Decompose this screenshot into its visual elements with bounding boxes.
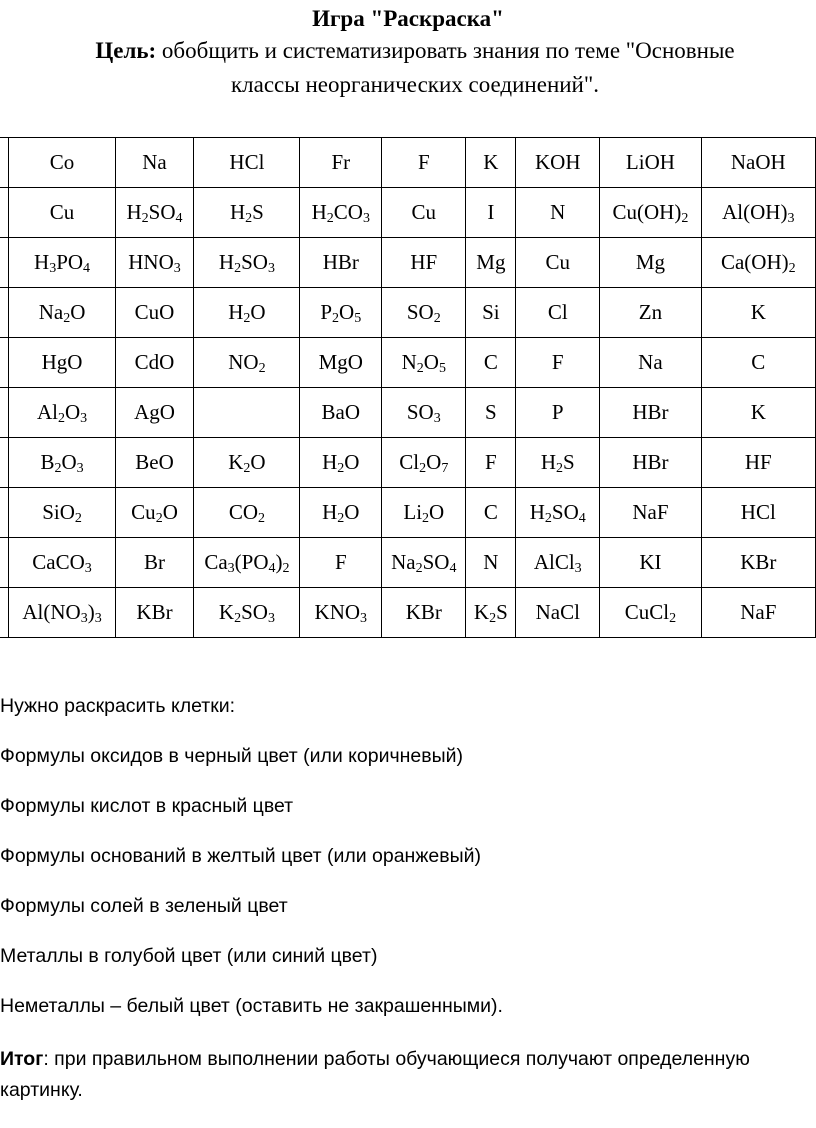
coloring-grid-wrapper [0, 137, 816, 638]
grid-cell[interactable] [300, 338, 382, 388]
grid-cell[interactable] [194, 588, 300, 638]
formula: K [750, 300, 766, 324]
formula [0, 288, 8, 299]
formula: Co [49, 150, 75, 174]
formula: KI [639, 550, 662, 574]
formula: Cu [545, 250, 570, 274]
grid-cell[interactable] [516, 538, 600, 588]
formula: NaCl [535, 600, 580, 624]
formula: C [483, 500, 498, 524]
grid-cell[interactable] [0, 438, 9, 488]
grid-cell[interactable] [115, 288, 194, 338]
formula: $H_2SO_3$ [218, 250, 275, 276]
formula: Br [144, 550, 166, 574]
instructions [0, 693, 816, 1043]
formula: $K_2S$ [473, 600, 508, 626]
grid-cell[interactable] [115, 488, 194, 538]
grid-cell[interactable] [600, 138, 701, 188]
formula: KBr [405, 600, 442, 624]
coloring-grid [0, 137, 816, 638]
formula: $K_2O$ [228, 450, 266, 476]
grid-cell[interactable] [701, 238, 815, 288]
formula: CaCO$_3$ [32, 550, 92, 576]
grid-row [0, 338, 816, 388]
grid-row [0, 438, 816, 488]
grid-cell[interactable] [701, 138, 815, 188]
grid-cell[interactable] [701, 388, 815, 438]
formula: HF [744, 450, 772, 474]
grid-cell[interactable] [194, 538, 300, 588]
formula: $K_2SO_3$ [218, 600, 275, 626]
grid-row [0, 538, 816, 588]
grid-cell[interactable] [0, 138, 9, 188]
formula: F [417, 150, 430, 174]
grid-cell[interactable] [9, 188, 115, 238]
grid-cell[interactable] [466, 288, 516, 338]
formula: Cu [411, 200, 437, 224]
grid-cell[interactable] [194, 438, 300, 488]
grid-cell[interactable] [300, 438, 382, 488]
formula: $Al(NO_3)_3$ [22, 600, 102, 626]
formula: $H_2S$ [540, 450, 575, 476]
formula [0, 138, 8, 149]
formula: $Na_2SO_4$ [391, 550, 457, 576]
grid-cell[interactable] [0, 588, 9, 638]
grid-row [0, 288, 816, 338]
grid-cell[interactable] [701, 538, 815, 588]
grid-cell[interactable] [115, 588, 194, 638]
grid-cell[interactable] [9, 438, 115, 488]
grid-cell[interactable] [516, 138, 600, 188]
formula: $H_2S$ [230, 200, 264, 226]
grid-cell[interactable] [701, 188, 815, 238]
formula: C [751, 350, 766, 374]
formula: KBr [740, 550, 777, 574]
formula: CuO [134, 300, 175, 324]
formula [0, 488, 8, 499]
grid-cell[interactable] [516, 188, 600, 238]
formula: $Na_2O$ [38, 300, 86, 326]
formula [0, 588, 8, 599]
formula: $NO_2$ [228, 350, 266, 376]
formula: Zn [638, 300, 663, 324]
grid-cell[interactable] [466, 588, 516, 638]
formula: $N_2O_5$ [401, 350, 446, 376]
grid-cell[interactable] [600, 438, 701, 488]
formula: $HNO_3$ [128, 250, 181, 276]
grid-cell[interactable] [516, 488, 600, 538]
formula: KBr [136, 600, 173, 624]
formula: SiO$_2$ [42, 500, 82, 526]
grid-cell[interactable] [516, 338, 600, 388]
grid-cell[interactable] [516, 238, 600, 288]
formula [0, 388, 8, 399]
grid-cell[interactable] [300, 488, 382, 538]
formula [194, 388, 299, 399]
formula: I [487, 200, 495, 224]
grid-row [0, 188, 816, 238]
grid-cell[interactable] [0, 288, 9, 338]
grid-cell[interactable] [382, 488, 466, 538]
formula: HF [410, 250, 438, 274]
grid-cell[interactable] [600, 338, 701, 388]
grid-cell[interactable] [516, 588, 600, 638]
formula [0, 538, 8, 549]
formula: HBr [632, 400, 669, 424]
formula: P [551, 400, 564, 424]
grid-cell[interactable] [600, 388, 701, 438]
formula: AgO [134, 400, 175, 424]
grid-cell[interactable] [9, 388, 115, 438]
result-text: : при правильном выполнении работы обучающиеся получают определенную картинку. [0, 1048, 750, 1101]
grid-cell[interactable] [115, 188, 194, 238]
grid-cell[interactable] [600, 238, 701, 288]
formula: N [483, 550, 499, 574]
instruction-line: Металлы в голубой цвет (или синий цвет) [0, 945, 378, 967]
grid-cell[interactable] [701, 288, 815, 338]
result-paragraph [0, 1044, 816, 1106]
instruction-line: Нужно раскрасить клетки: [0, 695, 236, 717]
grid-cell[interactable] [701, 588, 815, 638]
formula: $H_2O$ [228, 300, 266, 326]
formula [0, 238, 8, 249]
grid-cell[interactable] [382, 538, 466, 588]
grid-cell[interactable] [115, 388, 194, 438]
formula: HCl [229, 150, 265, 174]
formula: Na [142, 150, 167, 174]
formula: BeO [135, 450, 174, 474]
formula: $Cl_2O_7$ [399, 450, 449, 476]
grid-cell[interactable] [0, 388, 9, 438]
grid-cell[interactable] [300, 388, 382, 438]
grid-cell[interactable] [600, 588, 701, 638]
formula: $P_2O_5$ [320, 300, 362, 326]
grid-cell[interactable] [600, 188, 701, 238]
grid-cell[interactable] [466, 388, 516, 438]
formula: $Cu_2O$ [131, 500, 178, 526]
grid-cell[interactable] [9, 138, 115, 188]
formula: N [550, 200, 566, 224]
grid-cell[interactable] [300, 138, 382, 188]
grid-cell[interactable] [115, 138, 194, 188]
formula: NaF [740, 600, 777, 624]
formula [0, 188, 8, 199]
grid-cell[interactable] [382, 388, 466, 438]
grid-cell[interactable] [466, 188, 516, 238]
formula: K [750, 400, 766, 424]
formula: F [334, 550, 347, 574]
formula: HgO [41, 350, 83, 374]
grid-cell[interactable] [115, 538, 194, 588]
formula: $CO_2$ [228, 500, 266, 526]
formula [0, 438, 8, 449]
formula: $Ca_3(PO_4)_2$ [204, 550, 290, 576]
page-title: Игра "Раскраска" [312, 6, 504, 31]
grid-cell[interactable] [466, 338, 516, 388]
formula: F [551, 350, 564, 374]
grid-row [0, 138, 816, 188]
grid-cell[interactable] [516, 388, 600, 438]
formula: Si [482, 300, 500, 324]
instruction-line: Формулы оснований в желтый цвет (или оранжевый) [0, 845, 481, 867]
grid-cell[interactable] [701, 438, 815, 488]
formula: HBr [632, 450, 669, 474]
grid-cell[interactable] [9, 338, 115, 388]
instruction-line: Формулы солей в зеленый цвет [0, 895, 288, 917]
grid-row [0, 238, 816, 288]
formula: Mg [635, 250, 666, 274]
formula: $H_2CO_3$ [311, 200, 370, 226]
formula: $Ca(OH)_2$ [720, 250, 796, 276]
formula: Mg [476, 250, 506, 274]
formula: $SO_3$ [406, 400, 441, 426]
grid-cell[interactable] [9, 288, 115, 338]
formula: $B_2O_3$ [40, 450, 84, 476]
grid-cell[interactable] [600, 538, 701, 588]
formula: CdO [134, 350, 175, 374]
grid-cell[interactable] [194, 288, 300, 338]
formula: MgO [318, 350, 363, 374]
grid-cell[interactable] [194, 238, 300, 288]
grid-cell[interactable] [194, 188, 300, 238]
formula: $H_2O$ [322, 500, 360, 526]
formula: $H_2SO_4$ [126, 200, 183, 226]
grid-cell[interactable] [194, 338, 300, 388]
grid-cell[interactable] [466, 138, 516, 188]
grid-cell[interactable] [0, 488, 9, 538]
formula: CuCl$_2$ [624, 600, 677, 626]
formula: $H_3PO_4$ [34, 250, 91, 276]
grid-cell[interactable] [194, 388, 300, 438]
instruction-line: Формулы кислот в красный цвет [0, 795, 294, 817]
goal-label: Цель: [95, 38, 157, 63]
grid-cell[interactable] [9, 538, 115, 588]
grid-row [0, 588, 816, 638]
grid-cell[interactable] [382, 438, 466, 488]
grid-cell[interactable] [382, 288, 466, 338]
formula: $Li_2O$ [403, 500, 445, 526]
grid-cell[interactable] [194, 488, 300, 538]
grid-cell[interactable] [115, 338, 194, 388]
grid-cell[interactable] [382, 588, 466, 638]
grid-cell[interactable] [300, 188, 382, 238]
formula: $H_2O$ [322, 450, 360, 476]
formula: $KNO_3$ [314, 600, 368, 626]
formula: AlCl$_3$ [533, 550, 582, 576]
grid-cell[interactable] [300, 288, 382, 338]
grid-cell[interactable] [701, 488, 815, 538]
grid-cell[interactable] [382, 188, 466, 238]
grid-cell[interactable] [516, 438, 600, 488]
grid-cell[interactable] [466, 488, 516, 538]
grid-cell[interactable] [466, 238, 516, 288]
instruction-line: Неметаллы – белый цвет (оставить не закрашенными). [0, 995, 503, 1017]
formula: NaF [632, 500, 669, 524]
grid-cell[interactable] [600, 488, 701, 538]
formula: HBr [322, 250, 359, 274]
formula: LiOH [625, 150, 675, 174]
grid-cell[interactable] [0, 538, 9, 588]
grid-cell[interactable] [9, 488, 115, 538]
formula: KOH [535, 150, 581, 174]
grid-cell[interactable] [9, 588, 115, 638]
formula: F [485, 450, 497, 474]
grid-cell[interactable] [600, 288, 701, 338]
formula: K [483, 150, 499, 174]
grid-row [0, 488, 816, 538]
formula: Na [638, 350, 663, 374]
grid-cell[interactable] [115, 238, 194, 288]
grid-cell[interactable] [300, 538, 382, 588]
grid-cell[interactable] [0, 338, 9, 388]
grid-cell[interactable] [382, 238, 466, 288]
grid-cell[interactable] [300, 238, 382, 288]
formula: S [485, 400, 497, 424]
grid-cell[interactable] [466, 538, 516, 588]
goal-text: обобщить и систематизировать знания по теме "Основные классы неорганических соединений". [156, 38, 735, 97]
grid-cell[interactable] [300, 588, 382, 638]
formula: HCl [740, 500, 776, 524]
grid-cell[interactable] [194, 138, 300, 188]
grid-cell[interactable] [701, 338, 815, 388]
grid-cell[interactable] [382, 138, 466, 188]
formula: Fr [331, 150, 351, 174]
instruction-line: Формулы оксидов в черный цвет (или коричневый) [0, 745, 464, 767]
grid-cell[interactable] [9, 238, 115, 288]
formula: $SO_2$ [406, 300, 441, 326]
grid-row [0, 388, 816, 438]
grid-cell[interactable] [0, 238, 9, 288]
formula [0, 338, 8, 349]
formula: C [483, 350, 498, 374]
grid-cell[interactable] [516, 288, 600, 338]
formula: $Cu(OH)_2$ [612, 200, 689, 226]
formula: $Al(OH)_3$ [722, 200, 795, 226]
grid-cell[interactable] [466, 438, 516, 488]
grid-cell[interactable] [115, 438, 194, 488]
formula: NaOH [730, 150, 786, 174]
grid-cell[interactable] [382, 338, 466, 388]
formula: $H_2SO_4$ [529, 500, 586, 526]
grid-cell[interactable] [0, 188, 9, 238]
formula: BaO [321, 400, 361, 424]
formula: $Al_2O_3$ [36, 400, 88, 426]
formula: Cl [547, 300, 568, 324]
result-label: Итог [0, 1048, 44, 1070]
goal-paragraph [70, 34, 760, 102]
formula: Cu [49, 200, 75, 224]
